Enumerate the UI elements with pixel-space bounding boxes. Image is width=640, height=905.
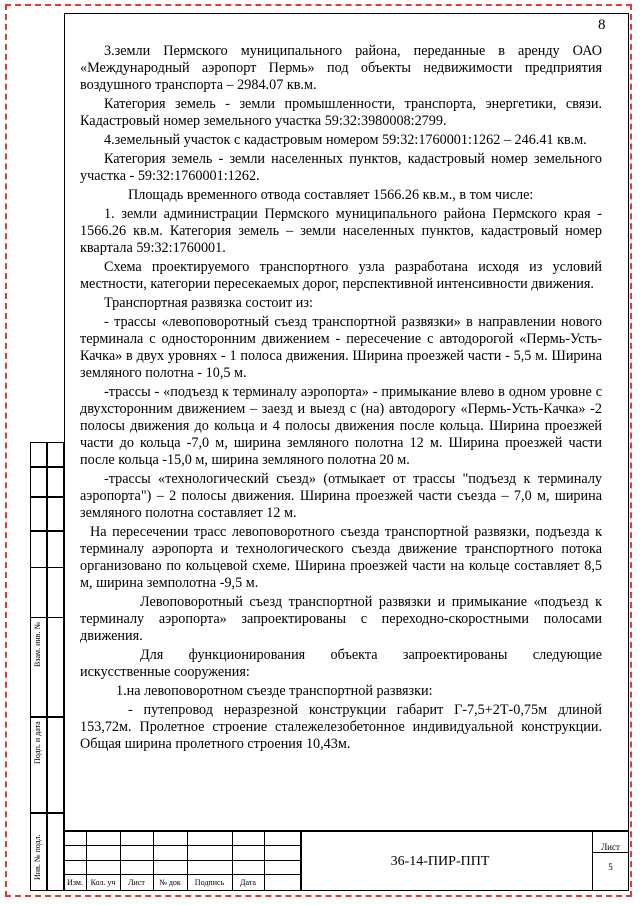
body-paragraph: Для функционирования объекта запроектированы следующие искусственные сооружения: <box>80 647 602 680</box>
body-paragraph: Категория земель - земли промышленности, транспорта, энергетики, связи. Кадастровый номер земельного участка 59:32:3980008:2799. <box>80 96 602 129</box>
col-list: Лист <box>128 878 145 887</box>
side-stamp-row <box>30 497 64 531</box>
body-paragraph: 1. земли администрации Пермского муниципального района Пермского края - 1566.26 кв.м. Категория земель – земли населенных пунктов, кадастровый номер квартала 59:32:1760001. <box>80 206 602 256</box>
body-paragraph: -трассы - «подъезд к терминалу аэропорта» - примыкание влево в одном уровне с двухсторонним движением – заезд и выезд с (на) автодорогу «Пермь-Усть-Качка» -2 полосы движения до кольца и 4 полосы движения после кольца. Ширина проезжей части до кольца -7,0 м, ширина земляного полотна 12 м. Ширина проезжей части после кольца -15,0 м, ширина земляного полотна 20 м. <box>80 384 602 468</box>
document-body <box>80 43 602 755</box>
title-block <box>64 830 629 891</box>
body-paragraph: - трассы «левоповоротный съезд транспортной развязки» в направлении нового терминала с односторонним движением - пересечение с автодорогой «Пермь-Усть-Качка» в двух уровнях - 1 полоса движения. Ширина проезжей части - 5,5 м. Ширина земляного полотна - 10,5 м. <box>80 314 602 381</box>
replace-inv-label: Взам. инв. № <box>33 621 42 667</box>
body-paragraph: 1.на левоповоротном съезде транспортной развязки: <box>116 683 433 699</box>
side-stamp-row <box>30 442 64 467</box>
page-number: 8 <box>598 17 606 33</box>
document-code: 36-14-ПИР-ППТ <box>390 854 490 869</box>
body-paragraph: 4.земельный участок с кадастровым номером 59:32:1760001:1262 – 246.41 кв.м. <box>104 132 587 148</box>
orig-inv-label: Инв. № подл. <box>33 834 42 880</box>
body-paragraph: - путепровод неразрезной конструкции габарит Г-7,5+2Т-0,75м длиной 153,72м. Пролетное строение сталежелезобетонное индивидуальной конструкции. Общая ширина пролетного строения 10,43м. <box>80 702 602 752</box>
body-paragraph: Левоповоротный съезд транспортной развязки и примыкание «подъезд к терминалу аэропорта» запроектированы с переходно-скоростными полосами движения. <box>80 594 602 644</box>
body-paragraph: Схема проектируемого транспортного узла разработана исходя из условий местности, категории пересекаемых дорог, перспективной интенсивности движения. <box>80 259 602 292</box>
col-doc-number: № док <box>159 878 181 887</box>
side-stamp-row <box>30 531 64 568</box>
body-paragraph: Площадь временного отвода составляет 1566.26 кв.м., в том числе: <box>128 187 534 203</box>
body-paragraph: Транспортная развязка состоит из: <box>104 295 313 311</box>
body-paragraph: 3.земли Пермского муниципального района, переданные в аренду ОАО «Международный аэропорт Пермь» под объекты недвижимости предприятия воздушного транспорта – 2984.07 кв.м. <box>80 43 602 93</box>
body-paragraph: -трассы «технологический съезд» (отмыкает от трассы "подъезд к терминалу аэропорта") – 2 полосы движения. Ширина проезжей части съезда – 7,0 м, ширина земляного полотна составляет 12 м. <box>80 471 602 521</box>
sheet-number: 5 <box>608 862 613 872</box>
body-paragraph: Категория земель - земли населенных пунктов, кадастровый номер земельного участка - 59:32:1760001:1262. <box>80 151 602 184</box>
body-paragraph: На пересечении трасс левоповоротного съезда транспортной развязки, подъезда к терминалу аэропорта и технологического съезда движение транспортного потока организовано по кольцевой схеме. Ширина проезжей части на кольце составляет 8,5 м, ширина земполотна -9,5 м. <box>80 524 602 591</box>
col-izm: Изм. <box>67 878 83 887</box>
sign-date-label: Подп. и дата <box>33 721 42 764</box>
col-signature: Подпись <box>194 878 225 887</box>
col-kol-uch: Кол. уч <box>90 878 116 887</box>
side-stamp-row <box>30 467 64 497</box>
col-date: Дата <box>240 878 256 887</box>
sheet-label: Лист <box>601 842 620 852</box>
